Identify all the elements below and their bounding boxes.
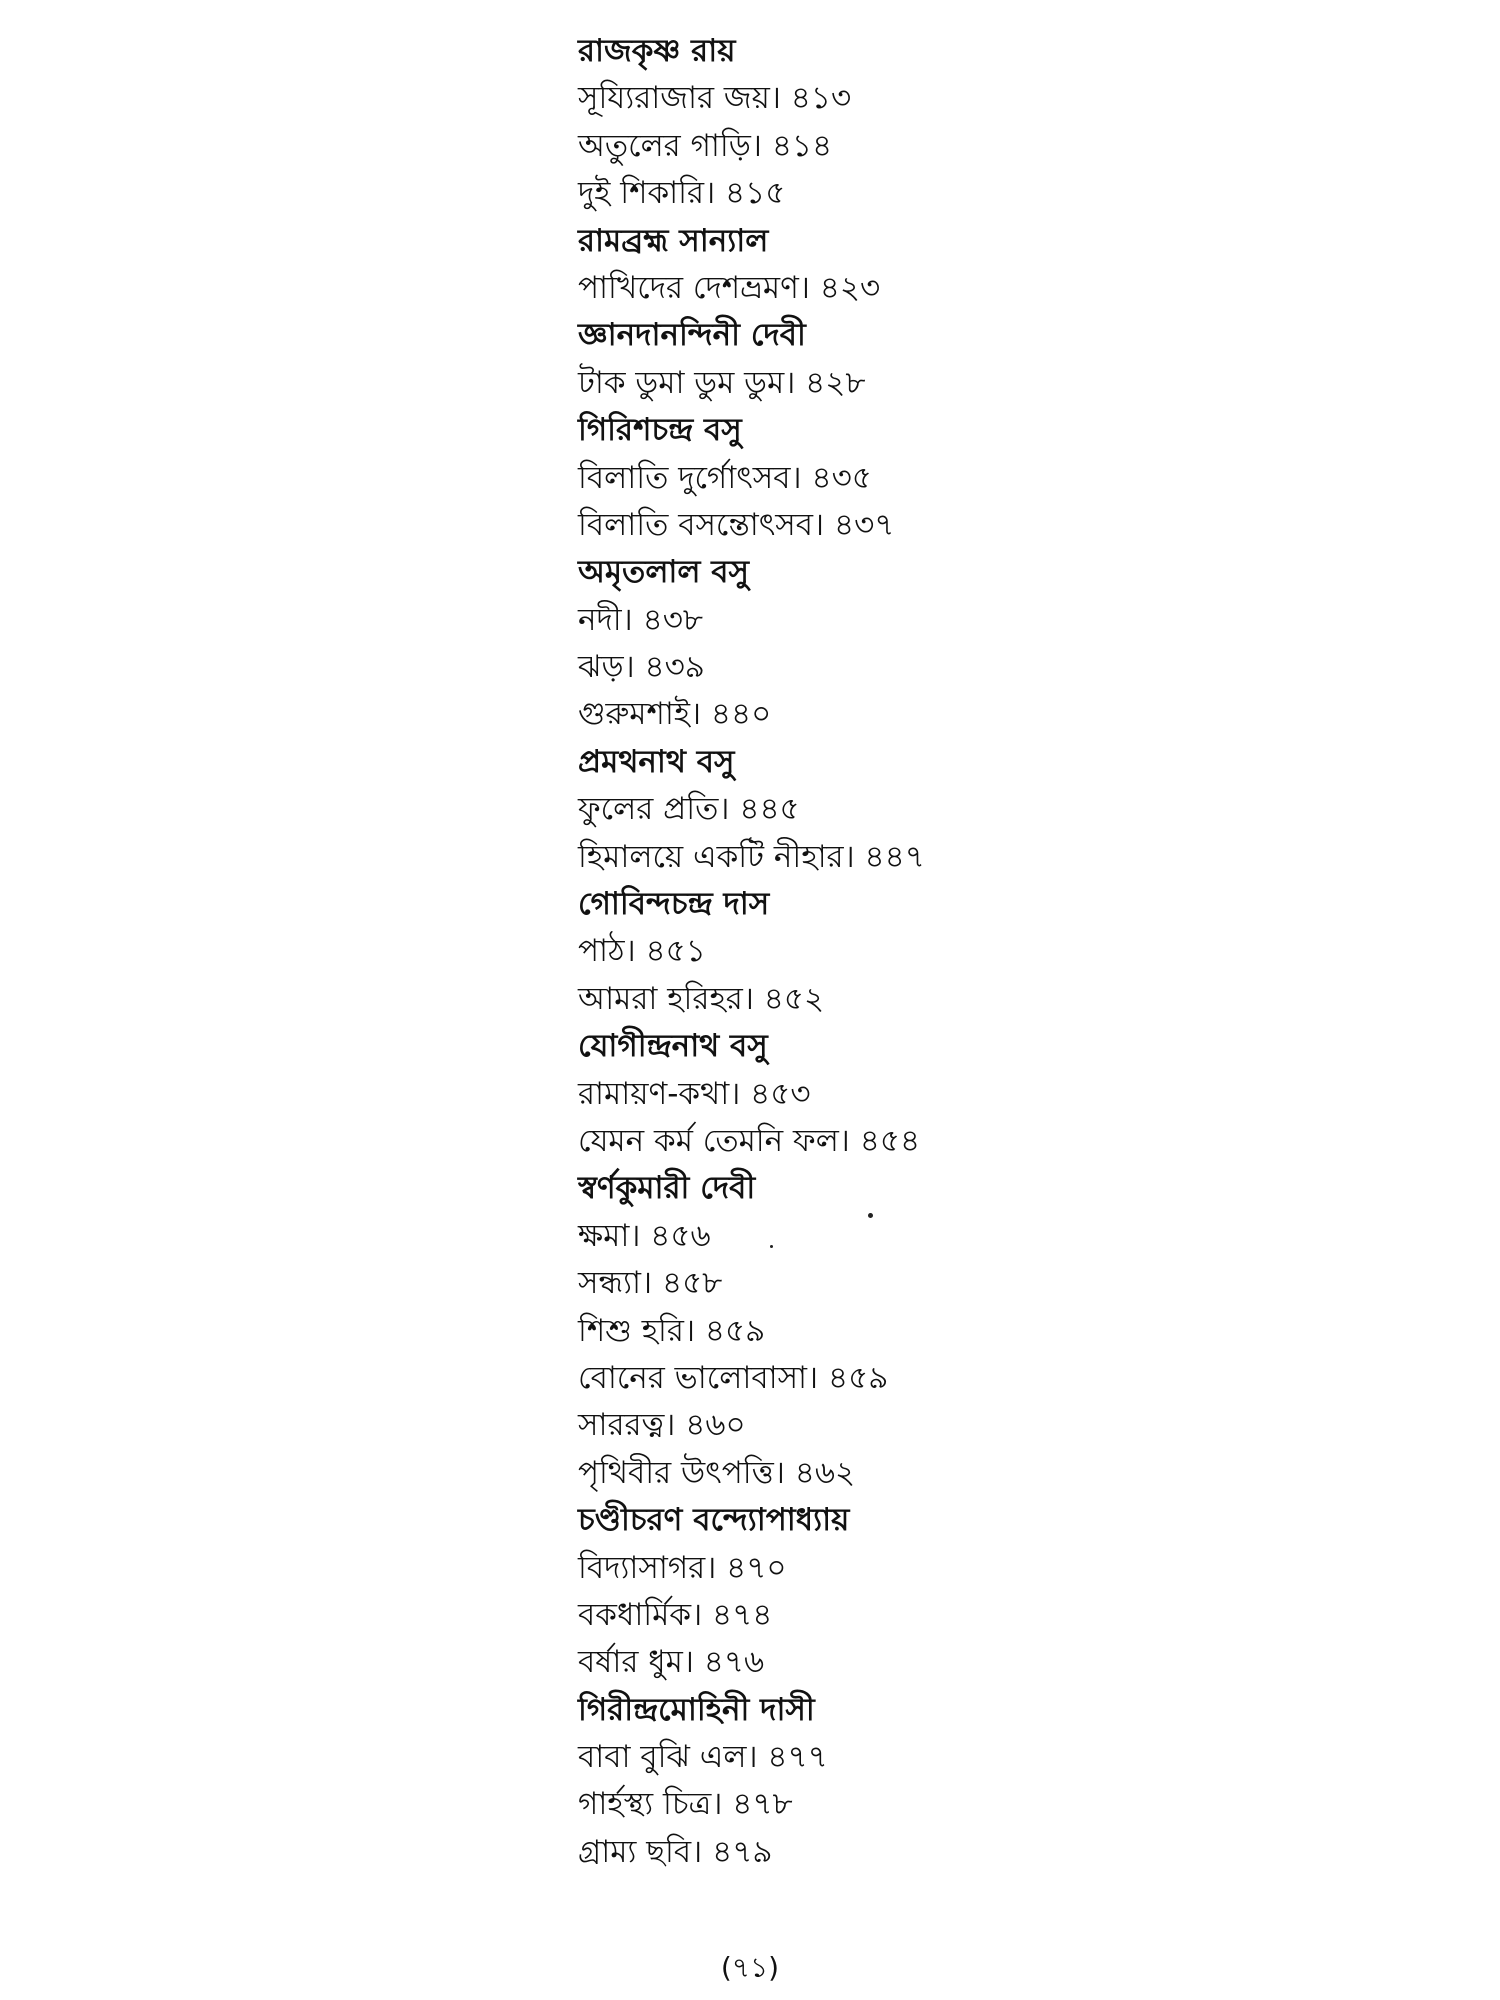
- contents-entry: বাবা বুঝি এল। ৪৭৭: [578, 1739, 828, 1776]
- print-speck: [770, 1245, 773, 1248]
- contents-entry: পাখিদের দেশভ্রমণ। ৪২৩: [578, 269, 881, 306]
- author-heading: গিরীন্দ্রমোহিনী দাসী: [578, 1691, 815, 1728]
- author-heading: গোবিন্দচন্দ্র দাস: [578, 886, 770, 923]
- contents-entry: নদী। ৪৩৮: [578, 601, 703, 638]
- author-heading: রাজকৃষ্ণ রায়: [578, 33, 736, 69]
- contents-entry: গ্রাম্য ছবি। ৪৭৯: [578, 1833, 773, 1870]
- contents-entry: গুরুমশাই। ৪৪০: [578, 696, 772, 733]
- author-heading: প্রমথনাথ বসু: [578, 743, 735, 780]
- contents-entry: সাররত্ন। ৪৬০: [578, 1407, 746, 1444]
- contents-entry: ফুলের প্রতি। ৪৪৫: [578, 791, 800, 828]
- author-heading: জ্ঞানদানন্দিনী দেবী: [578, 317, 806, 354]
- contents-entry: বিদ্যাসাগর। ৪৭০: [578, 1549, 787, 1586]
- print-speck: [868, 1213, 873, 1218]
- author-heading: গিরিশচন্দ্র বসু: [578, 412, 742, 449]
- contents-entry: বিলাতি বসন্তোৎসব। ৪৩৭: [578, 506, 895, 543]
- contents-entry: টাক ডুমা ডুম ডুম। ৪২৮: [578, 364, 866, 401]
- contents-entry: বোনের ভালোবাসা। ৪৫৯: [578, 1359, 889, 1396]
- contents-entry: অতুলের গাড়ি। ৪১৪: [578, 127, 833, 164]
- contents-entry: ক্ষমা। ৪৫৬: [578, 1217, 711, 1254]
- author-heading: রামব্রহ্ম সান্যাল: [578, 222, 769, 259]
- contents-entry: শিশু হরি। ৪৫৯: [578, 1312, 766, 1349]
- contents-entry: সন্ধ্যা। ৪৫৮: [578, 1265, 723, 1302]
- contents-entry: বকধার্মিক। ৪৭৪: [578, 1596, 773, 1633]
- author-heading: অমৃতলাল বসু: [578, 554, 750, 591]
- contents-entry: আমরা হরিহর। ৪৫২: [578, 980, 825, 1017]
- contents-entry: যেমন কর্ম তেমনি ফল। ৪৫৪: [578, 1122, 921, 1159]
- contents-entry: দুই শিকারি। ৪১৫: [578, 175, 786, 212]
- author-heading: চণ্ডীচরণ বন্দ্যোপাধ্যায়: [578, 1502, 850, 1539]
- contents-entry: গার্হস্থ্য চিত্র। ৪৭৮: [578, 1786, 793, 1823]
- contents-entry: বিলাতি দুর্গোৎসব। ৪৩৫: [578, 459, 872, 496]
- contents-entry: বর্ষার ধুম। ৪৭৬: [578, 1644, 765, 1681]
- contents-entry: পাঠ। ৪৫১: [578, 933, 706, 970]
- contents-list: [578, 28, 1398, 1876]
- author-heading: যোগীন্দ্রনাথ বসু: [578, 1028, 768, 1065]
- page-number: (৭১): [720, 1951, 780, 1984]
- contents-entry: রামায়ণ-কথা। ৪৫৩: [578, 1075, 811, 1112]
- contents-entry: ঝড়। ৪৩৯: [578, 649, 705, 686]
- contents-entry: হিমালয়ে একটি নীহার। ৪৪৭: [578, 838, 925, 875]
- contents-entry: পৃথিবীর উৎপত্তি। ৪৬২: [578, 1454, 856, 1491]
- contents-entry: সূয্যিরাজার জয়। ৪১৩: [578, 80, 852, 117]
- author-heading: স্বর্ণকুমারী দেবী: [578, 1170, 756, 1207]
